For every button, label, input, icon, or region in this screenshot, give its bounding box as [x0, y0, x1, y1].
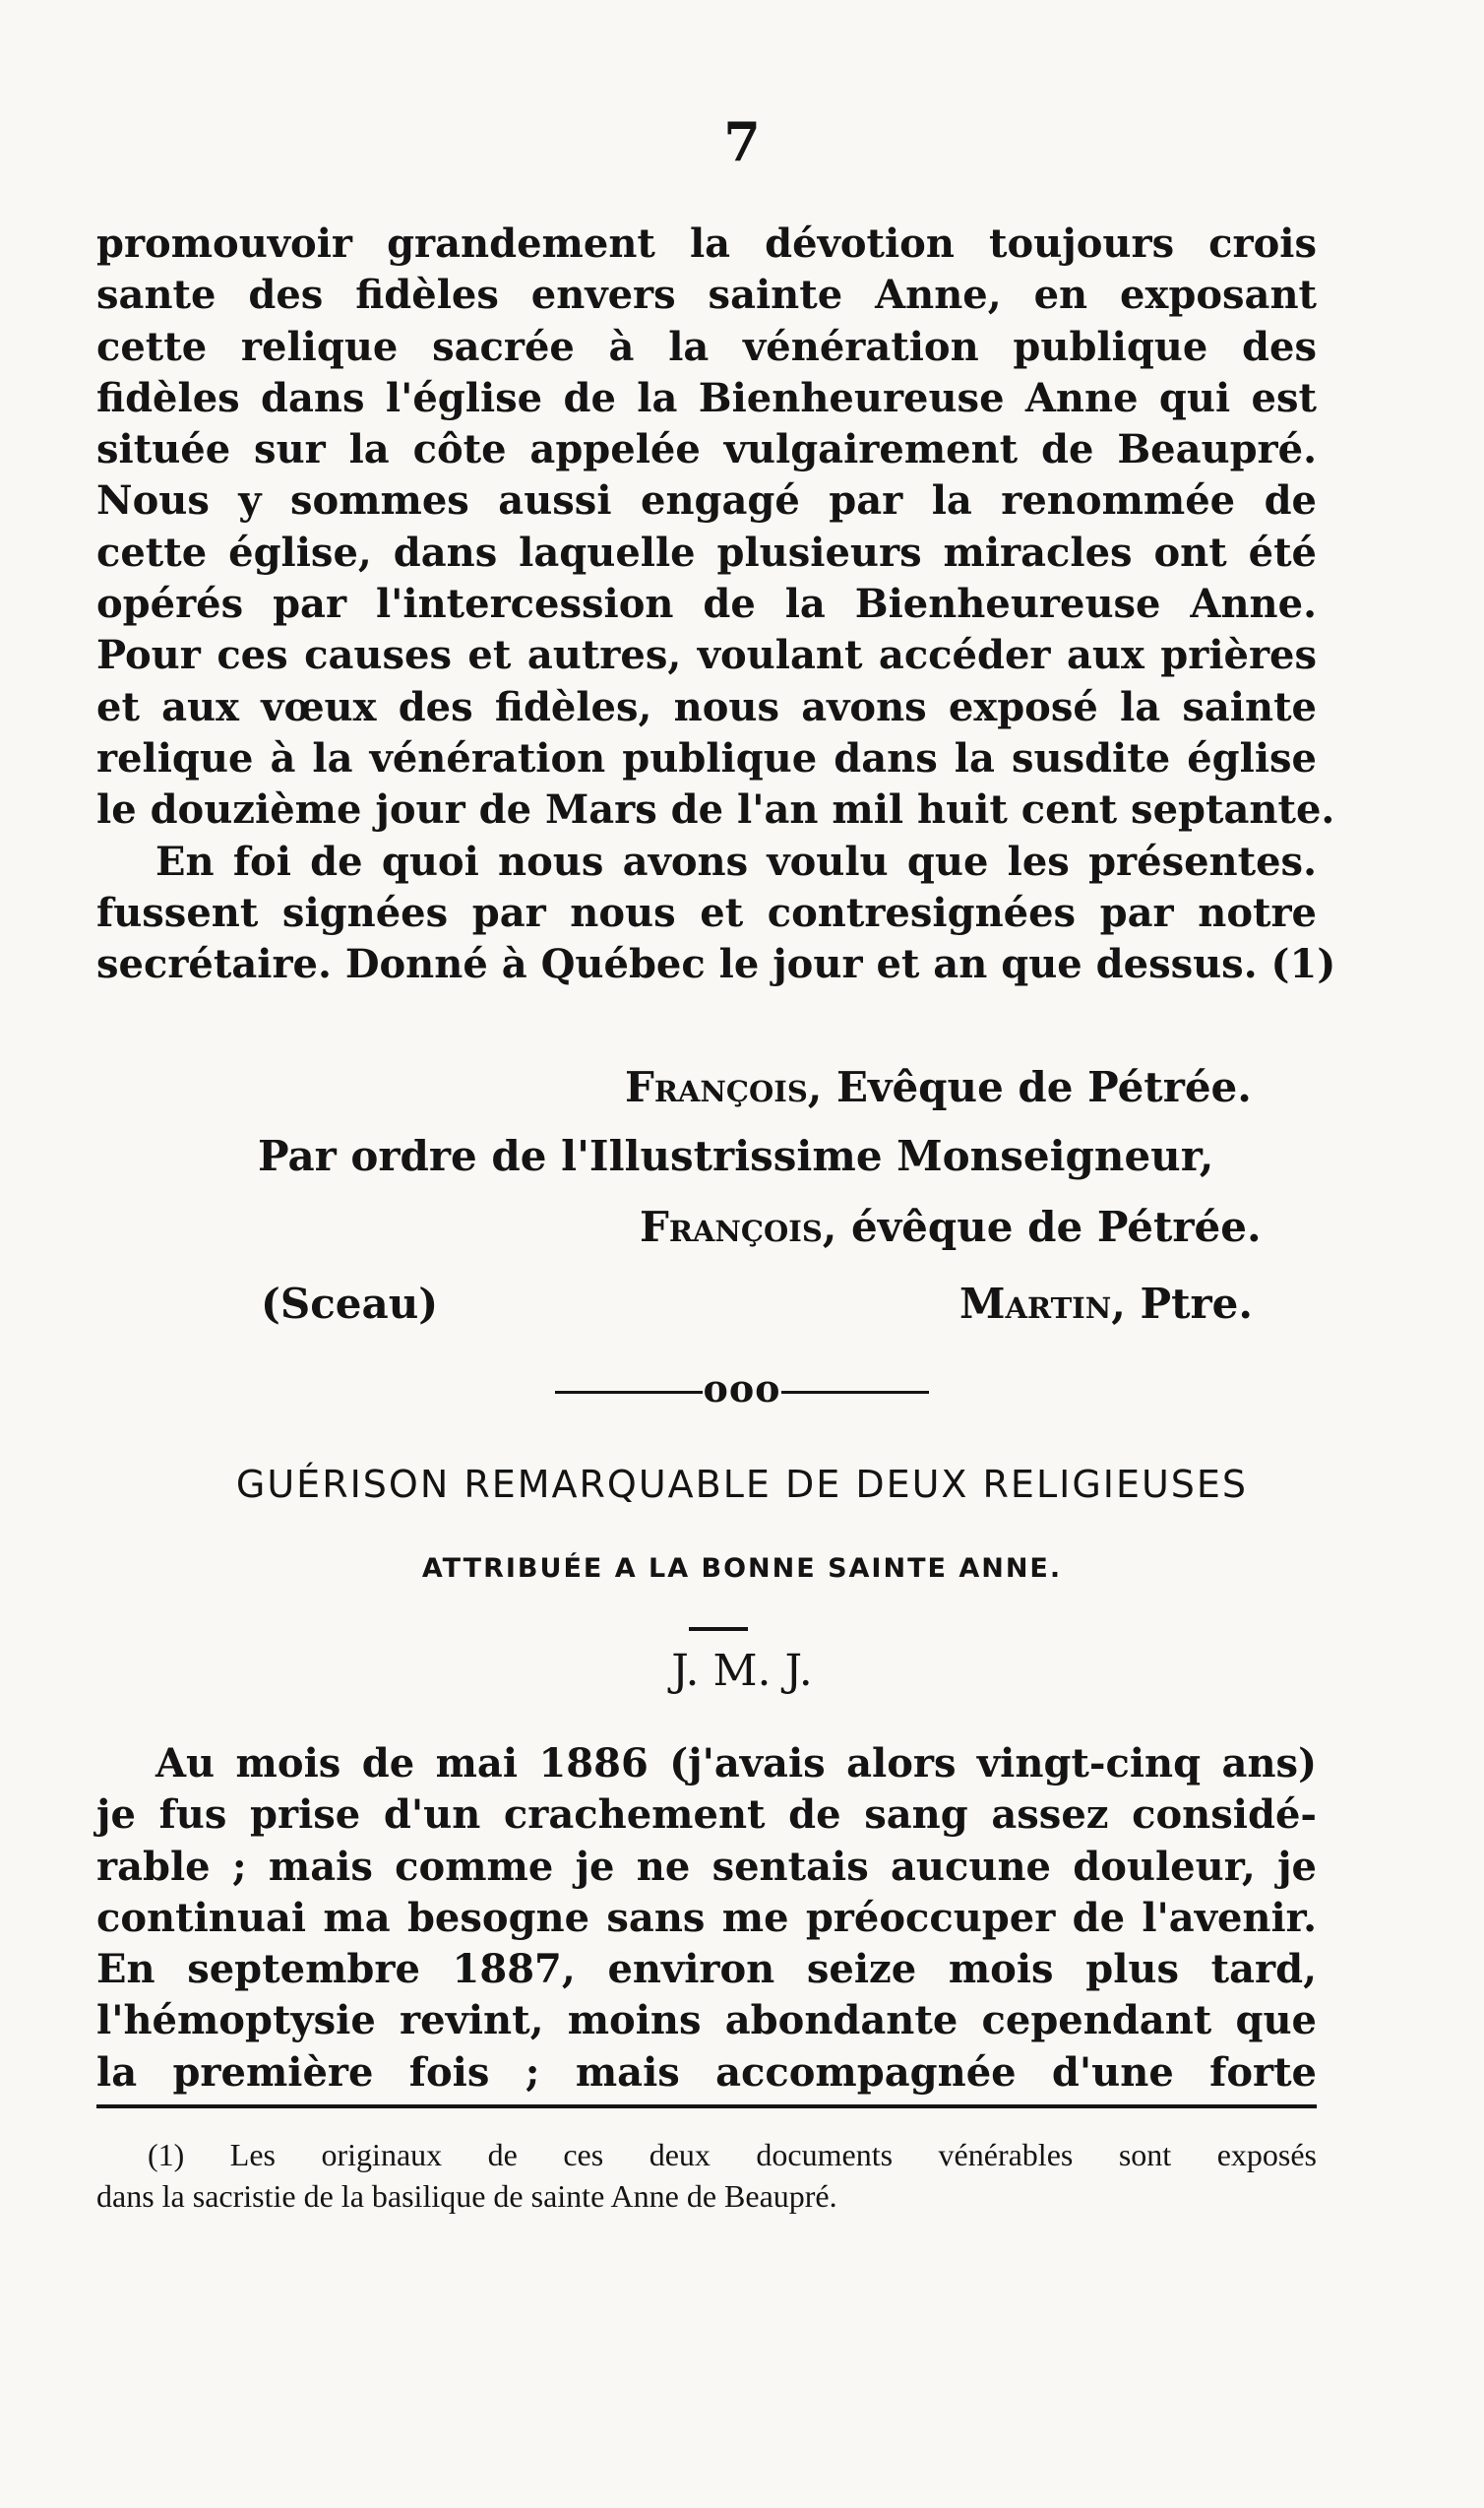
text-line: Au mois de mai 1886 (j'avais alors vingt-cinq ans): [155, 1740, 1317, 1787]
short-divider: [689, 1627, 748, 1631]
signer-title: , évêque de Pétrée.: [822, 1203, 1262, 1251]
text-line: l'hémoptysie revint, moins abondante cependant que: [96, 1997, 1317, 2044]
footnote-line: (1) Les originaux de ces deux documents vénérables sont exposés: [148, 2137, 1317, 2172]
section-separator: [0, 1366, 1484, 1411]
signer-name: François: [625, 1063, 808, 1111]
text-line: relique à la vénération publique dans la susdite église: [96, 734, 1317, 782]
text-line: Nous y sommes aussi engagé par la renommée de: [96, 477, 1317, 525]
text-line: promouvoir grandement la dévotion toujours crois: [96, 220, 1317, 267]
signer-title: , Ptre.: [1111, 1280, 1253, 1328]
text-line: le douzième jour de Mars de l'an mil huit cent septante.: [96, 786, 1335, 834]
section-heading: GUÉRISON REMARQUABLE DE DEUX RELIGIEUSES: [235, 1463, 1249, 1506]
footnote-divider: [96, 2104, 1317, 2108]
seal-label: (Sceau): [261, 1280, 439, 1328]
signer-name: François: [640, 1203, 823, 1251]
text-line: sante des fidèles envers sainte Anne, en exposant: [96, 272, 1317, 319]
separator-rule-right: [781, 1391, 929, 1394]
text-line: fussent signées par nous et contresignées par notre: [96, 889, 1317, 936]
text-line: rable ; mais comme je ne sentais aucune douleur, je: [96, 1843, 1317, 1890]
signer-title: , Evêque de Pétrée.: [807, 1063, 1252, 1111]
signer-name: Martin: [959, 1280, 1112, 1328]
text-line: continuai ma besogne sans me préoccuper de l'avenir.: [96, 1894, 1317, 1941]
signature-martin: [959, 1280, 1253, 1328]
page-number: 7: [723, 110, 761, 173]
section-subheading: ATTRIBUÉE A LA BONNE SAINTE ANNE.: [421, 1553, 1063, 1584]
text-line: opérés par l'intercession de la Bienheureuse Anne.: [96, 581, 1317, 628]
text-line: et aux vœux des fidèles, nous avons exposé la sainte: [96, 683, 1317, 730]
footnote: [96, 2134, 1317, 2217]
text-line: la première fois ; mais accompagnée d'une forte: [96, 2048, 1317, 2096]
text-line: cette église, dans laquelle plusieurs miracles ont été: [96, 529, 1317, 576]
text-line: En septembre 1887, environ seize mois plus tard,: [96, 1946, 1317, 1993]
paragraph-decree-body: [96, 219, 1336, 990]
order-line: Par ordre de l'Illustrissime Monseigneur,: [258, 1132, 1214, 1180]
text-line: En foi de quoi nous avons voulu que les présentes.: [155, 838, 1317, 885]
separator-rule-left: [555, 1391, 703, 1394]
jmj-invocation: J. M. J.: [671, 1646, 813, 1696]
signature-francois-2: [640, 1203, 1262, 1251]
paragraph-testimony: [96, 1738, 1317, 2099]
text-line: je fus prise d'un crachement de sang assez considé-: [96, 1791, 1317, 1839]
separator-mark: ooo: [703, 1366, 781, 1411]
text-line: fidèles dans l'église de la Bienheureuse Anne qui est: [96, 374, 1317, 421]
footnote-line: dans la sacristie de la basilique de sainte Anne de Beaupré.: [96, 2178, 837, 2214]
text-line: située sur la côte appelée vulgairement de Beaupré.: [96, 426, 1317, 473]
signature-francois-1: [625, 1063, 1252, 1111]
text-line: cette relique sacrée à la vénération publique des: [96, 323, 1317, 370]
text-line: Pour ces causes et autres, voulant accéder aux prières: [96, 632, 1317, 679]
text-line: secrétaire. Donné à Québec le jour et an que dessus. (1): [96, 941, 1336, 988]
